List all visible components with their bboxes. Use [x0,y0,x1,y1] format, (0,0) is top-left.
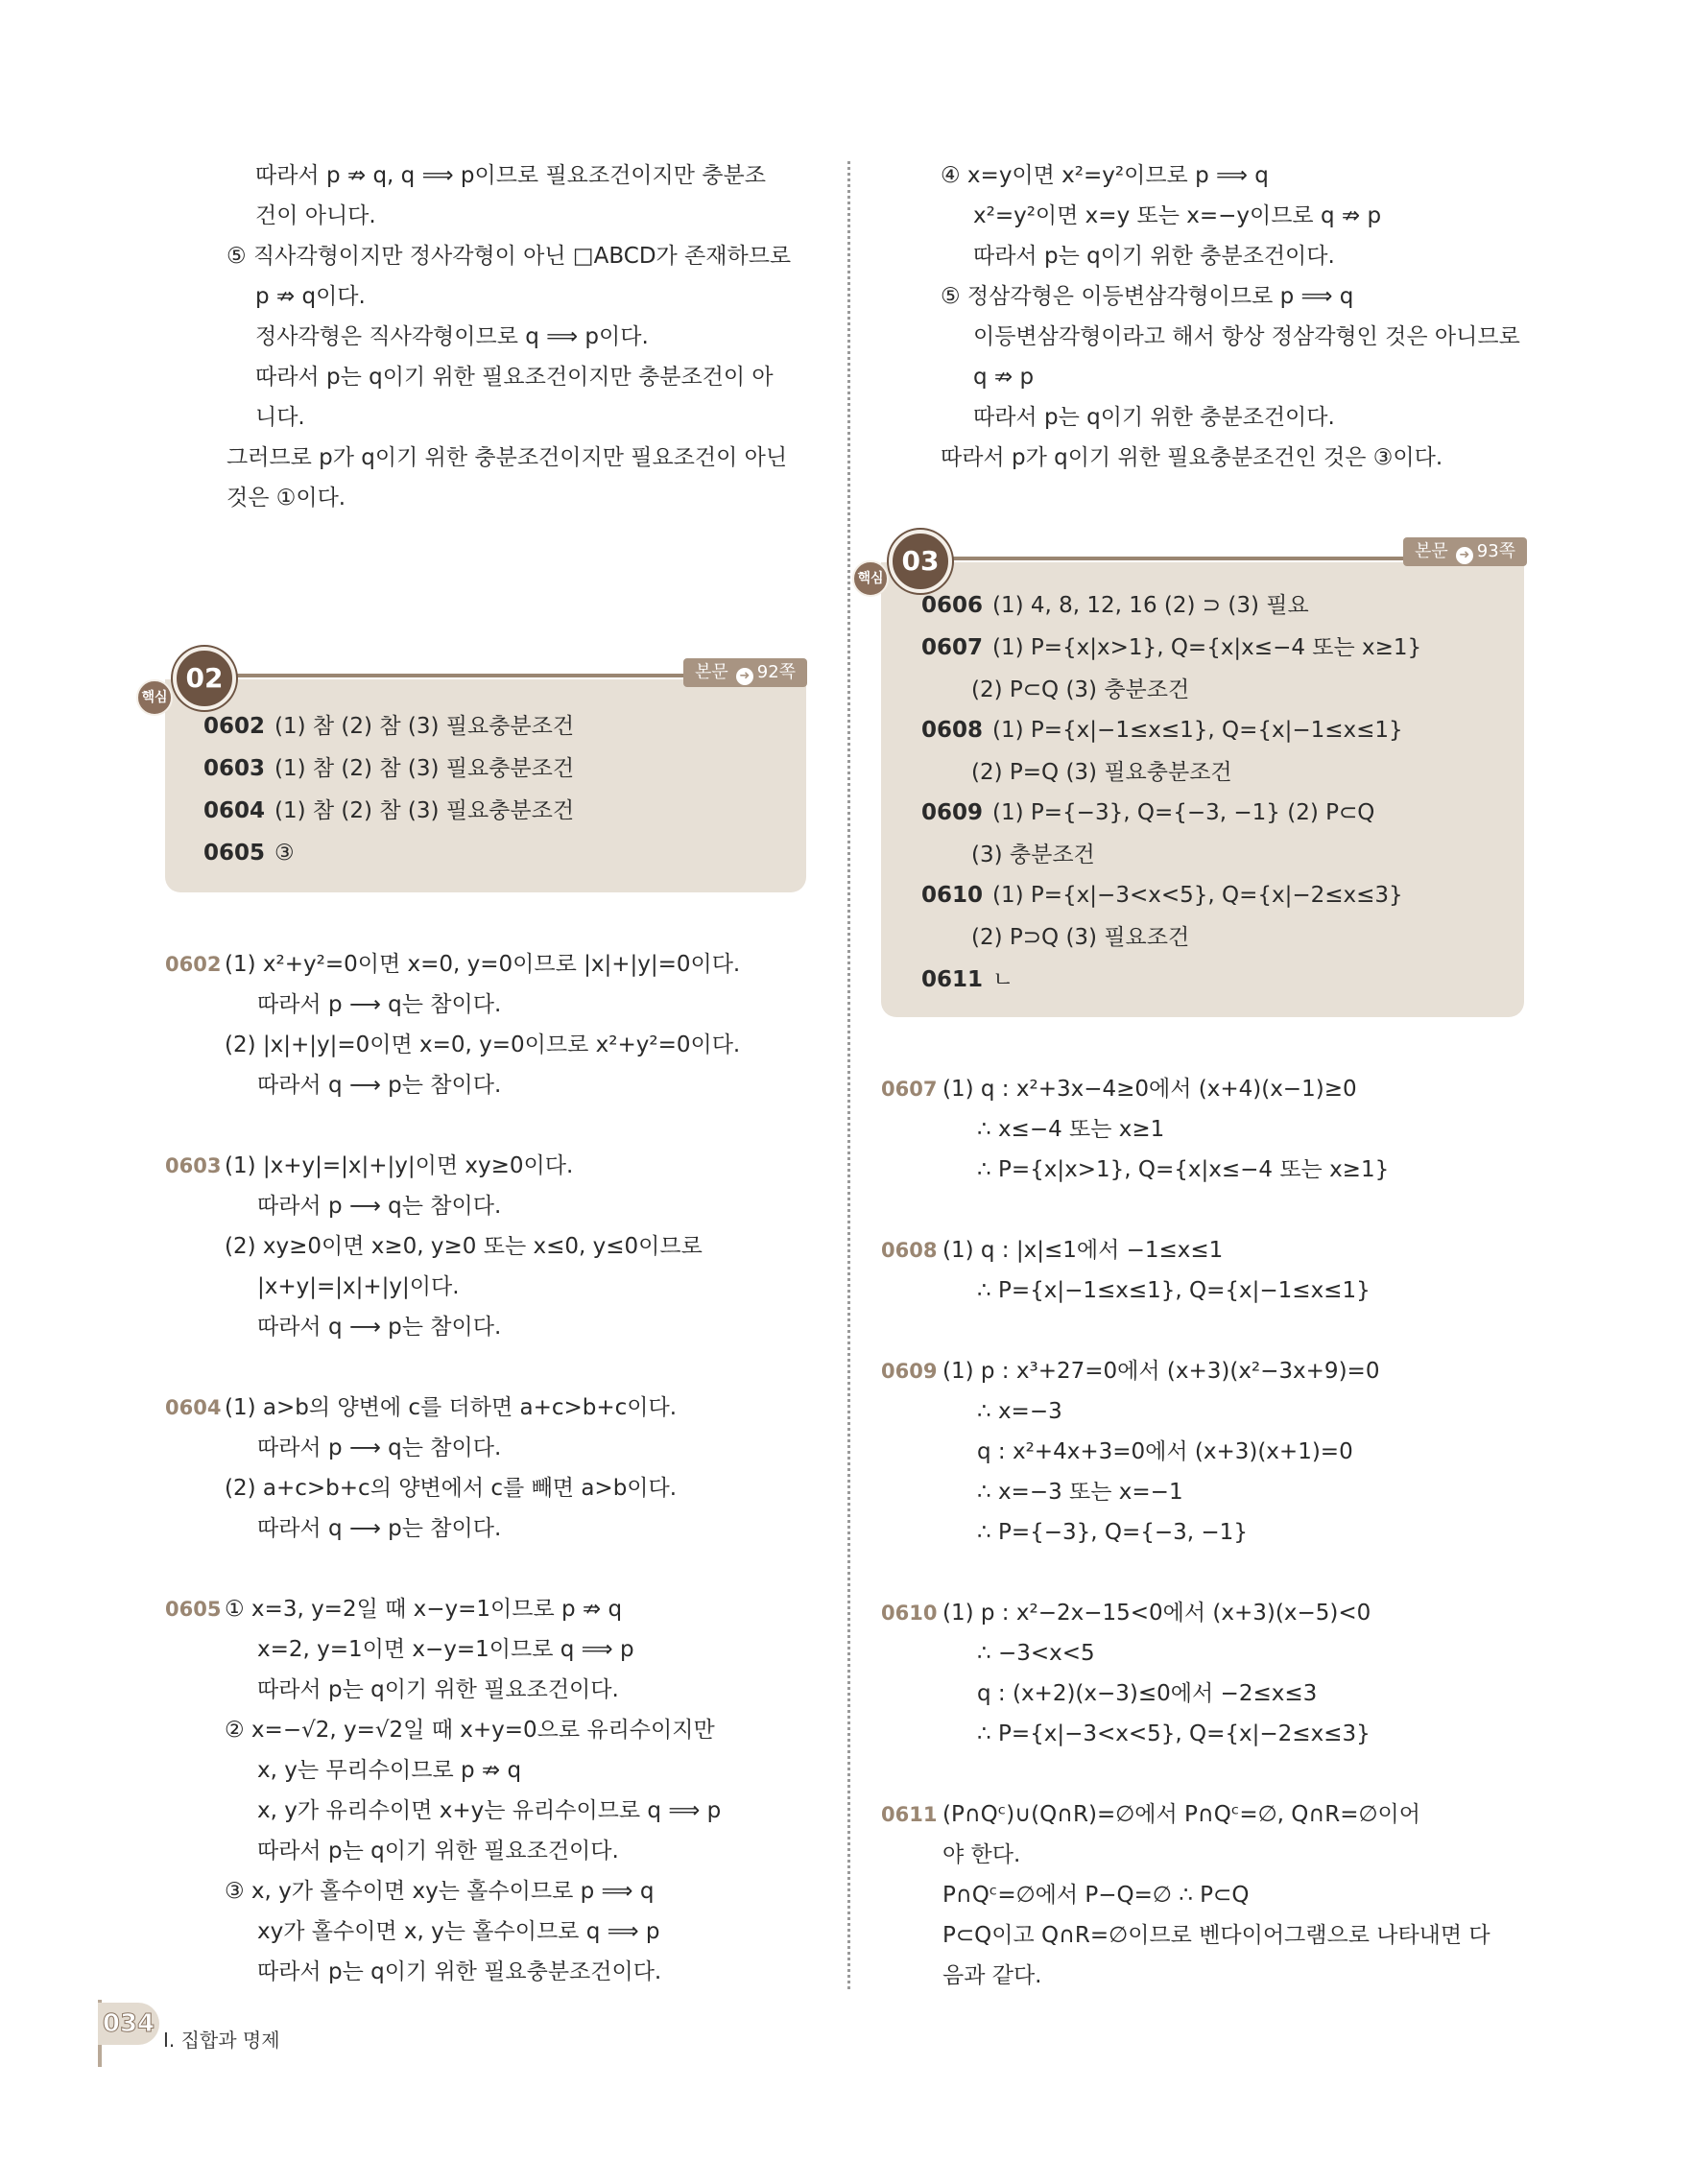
section-badge: 02 [173,647,236,710]
text-line: (1) |x+y|=|x|+|y|이면 xy≥0이다. [225,1153,574,1178]
page-number: 034 [98,2003,159,2045]
answer-text: (2) P⊂Q (3) 충분조건 [971,677,1190,702]
answer-number: 0610 [921,883,984,908]
answer-row [921,798,1374,827]
column-divider [847,161,850,1989]
text-line: ∴ x=−3 또는 x=−1 [977,1480,1183,1505]
text-line: 것은 ①이다. [227,486,346,510]
text-line: P⊂Q이고 Q∩R=∅이므로 벤다이어그램으로 나타내면 다 [942,1923,1490,1948]
text-line: 그러므로 p가 q이기 위한 충분조건이지만 필요조건이 아닌 [227,445,788,470]
answer-row [203,754,574,783]
text-line: (1) a>b의 양변에 c를 더하면 a+c>b+c이다. [225,1395,678,1420]
problem-number: 0603 [165,1154,222,1177]
core-label: 핵심 [852,560,889,597]
answer-row [971,676,1189,704]
answer-row [203,712,574,741]
reference-tag [683,658,807,687]
answer-row [921,965,1013,994]
reference-page: 93쪽 [1476,541,1516,561]
answer-row [971,841,1095,869]
answer-row [921,633,1421,662]
text-line: 이등변삼각형이라고 해서 항상 정삼각형인 것은 아니므로 [973,324,1520,349]
answer-number: 0605 [203,841,266,866]
text-line: 따라서 p는 q이기 위한 필요조건이다. [257,1839,619,1864]
text-line: 따라서 p가 q이기 위한 필요충분조건인 것은 ③이다. [941,445,1443,470]
text-line: xy가 홀수이면 x, y는 홀수이므로 q ⟹ p [257,1919,660,1944]
text-line: ④ x=y이면 x²=y²이므로 p ⟹ q [941,163,1269,188]
answer-text: (1) 4, 8, 12, 16 (2) ⊃ (3) 필요 [992,593,1309,618]
answer-text: (1) 참 (2) 참 (3) 필요충분조건 [274,714,575,739]
problem-number: 0610 [881,1602,938,1625]
text-line: 건이 아니다. [255,203,376,228]
answer-number: 0606 [921,593,984,618]
reference-tag [1403,537,1527,566]
text-line: x=2, y=1이면 x−y=1이므로 q ⟹ p [257,1637,634,1662]
problem-number: 0605 [165,1598,222,1621]
answer-text: (1) 참 (2) 참 (3) 필요충분조건 [274,756,575,781]
text-line: 따라서 p는 q이기 위한 필요조건이지만 충분조건이 아 [255,365,774,390]
text-line: 따라서 p ⟶ q는 참이다. [257,1436,502,1460]
text-line: ③ x, y가 홀수이면 xy는 홀수이므로 p ⟹ q [225,1879,655,1904]
text-line: 따라서 p ⇏ q, q ⟹ p이므로 필요조건이지만 충분조 [255,163,766,188]
text-line: (2) |x|+|y|=0이면 x=0, y=0이므로 x²+y²=0이다. [225,1033,741,1057]
text-line: 따라서 p는 q이기 위한 필요조건이다. [257,1677,619,1702]
answer-row [203,796,574,825]
answer-text: (1) P={x|x>1}, Q={x|x≤−4 또는 x≥1} [992,635,1422,660]
answer-number: 0602 [203,714,266,739]
text-line: 따라서 p ⟶ q는 참이다. [257,992,502,1017]
text-line: 따라서 p는 q이기 위한 충분조건이다. [973,405,1335,430]
text-line: ∴ P={x|x>1}, Q={x|x≤−4 또는 x≥1} [977,1157,1390,1182]
problem-number: 0607 [881,1078,938,1101]
text-line: ∴ P={x|−1≤x≤1}, Q={x|−1≤x≤1} [977,1278,1371,1303]
text-line: (1) q : x²+3x−4≥0에서 (x+4)(x−1)≥0 [942,1077,1357,1102]
text-line: q : x²+4x+3=0에서 (x+3)(x+1)=0 [977,1439,1353,1464]
text-line: 따라서 q ⟶ p는 참이다. [257,1073,502,1098]
problem-number: 0602 [165,953,222,976]
text-line: ∴ −3<x<5 [977,1641,1095,1666]
answer-number: 0609 [921,800,984,825]
text-line: 야 한다. [942,1842,1021,1867]
answer-text: (1) P={−3}, Q={−3, −1} (2) P⊂Q [992,800,1375,825]
text-line: x, y가 유리수이면 x+y는 유리수이므로 q ⟹ p [257,1798,722,1823]
arrow-right-icon: ➜ [736,668,753,685]
answer-row [971,758,1232,787]
reference-prefix: 본문 [695,662,728,682]
text-line: x, y는 무리수이므로 p ⇏ q [257,1758,522,1783]
reference-page: 92쪽 [756,662,797,682]
answer-row [921,591,1309,620]
text-line: q : (x+2)(x−3)≤0에서 −2≤x≤3 [977,1681,1318,1706]
text-line: (2) a+c>b+c의 양변에서 c를 빼면 a>b이다. [225,1476,678,1501]
answer-number: 0607 [921,635,984,660]
text-line: 따라서 q ⟶ p는 참이다. [257,1315,502,1340]
text-line: ∴ P={x|−3<x<5}, Q={x|−2≤x≤3} [977,1721,1371,1746]
answer-text: (2) P⊃Q (3) 필요조건 [971,925,1190,950]
text-line: 음과 같다. [942,1963,1042,1988]
text-line: x²=y²이면 x=y 또는 x=−y이므로 q ⇏ p [973,203,1382,228]
answer-number: 0604 [203,798,266,823]
text-line: 따라서 q ⟶ p는 참이다. [257,1516,502,1541]
text-line: ⑤ 정삼각형은 이등변삼각형이므로 p ⟹ q [941,284,1354,309]
chapter-title: I. 집합과 명제 [163,2029,280,2052]
reference-prefix: 본문 [1415,541,1448,561]
core-label: 핵심 [136,679,173,716]
answer-number: 0608 [921,718,984,743]
answer-text: (3) 충분조건 [971,843,1095,867]
text-line: 정사각형은 직사각형이므로 q ⟹ p이다. [255,324,649,349]
text-line: (1) q : |x|≤1에서 −1≤x≤1 [942,1238,1224,1263]
answer-row [971,923,1189,952]
problem-number: 0611 [881,1803,938,1826]
answer-row [921,716,1403,745]
text-line: (1) p : x²−2x−15<0에서 (x+3)(x−5)<0 [942,1601,1371,1626]
answer-text: (2) P=Q (3) 필요충분조건 [971,760,1232,785]
text-line: ① x=3, y=2일 때 x−y=1이므로 p ⇏ q [225,1597,623,1622]
answer-text: ㄴ [992,967,1014,992]
answer-text: (1) P={x|−3<x<5}, Q={x|−2≤x≤3} [992,883,1403,908]
text-line: 니다. [255,405,305,430]
problem-number: 0609 [881,1360,938,1383]
text-line: ⑤ 직사각형이지만 정사각형이 아닌 □ABCD가 존재하므로 [227,244,792,269]
text-line: (1) p : x³+27=0에서 (x+3)(x²−3x+9)=0 [942,1359,1380,1384]
answer-text: (1) P={x|−1≤x≤1}, Q={x|−1≤x≤1} [992,718,1403,743]
answer-text: (1) 참 (2) 참 (3) 필요충분조건 [274,798,575,823]
text-line: (1) x²+y²=0이면 x=0, y=0이므로 |x|+|y|=0이다. [225,952,741,977]
arrow-right-icon: ➜ [1456,547,1473,564]
text-line: |x+y|=|x|+|y|이다. [257,1274,460,1299]
text-line: ∴ P={−3}, Q={−3, −1} [977,1520,1248,1545]
answer-text: ③ [274,841,295,866]
text-line: 따라서 p는 q이기 위한 충분조건이다. [973,244,1335,269]
text-line: p ⇏ q이다. [255,284,366,309]
text-line: ② x=−√2, y=√2일 때 x+y=0으로 유리수이지만 [225,1718,715,1743]
text-line: P∩Qᶜ=∅에서 P−Q=∅ ∴ P⊂Q [942,1883,1250,1908]
text-line: (P∩Qᶜ)∪(Q∩R)=∅에서 P∩Qᶜ=∅, Q∩R=∅이어 [942,1802,1420,1827]
text-line: ∴ x=−3 [977,1399,1062,1424]
text-line: (2) xy≥0이면 x≥0, y≥0 또는 x≤0, y≤0이므로 [225,1234,703,1259]
text-line: 따라서 p는 q이기 위한 필요충분조건이다. [257,1959,662,1984]
text-line: ∴ x≤−4 또는 x≥1 [977,1117,1165,1142]
section-badge: 03 [889,530,952,593]
problem-number: 0608 [881,1239,938,1262]
answer-row [203,839,295,867]
answer-number: 0603 [203,756,266,781]
text-line: 따라서 p ⟶ q는 참이다. [257,1194,502,1219]
text-line: q ⇏ p [973,365,1035,390]
answer-number: 0611 [921,967,984,992]
answer-row [921,881,1403,910]
problem-number: 0604 [165,1396,222,1419]
